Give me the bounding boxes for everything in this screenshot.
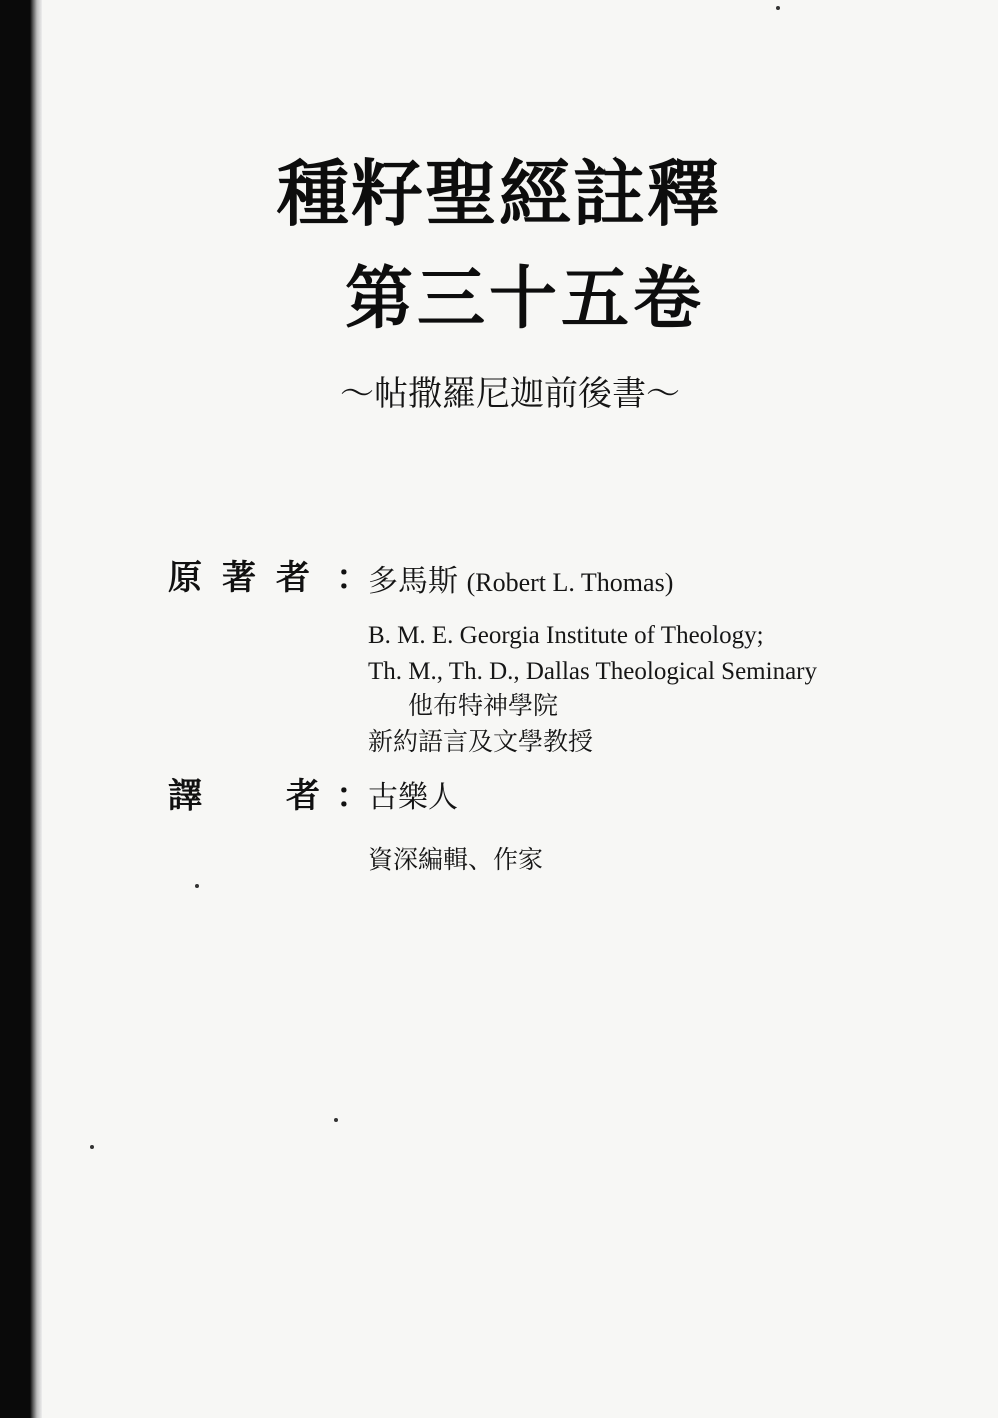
translator-colon: ： (336, 776, 370, 816)
author-name-chinese: 多馬斯 (368, 564, 458, 599)
volume-title: 第三十五卷 (344, 260, 705, 339)
translator-label-first: 譯 (168, 776, 202, 816)
scan-speck (90, 1145, 94, 1149)
book-subtitle: ～帖撒羅尼迦前後書～ (340, 374, 680, 414)
author-credential-line: 新約語言及文學教授 (368, 727, 594, 756)
scan-speck (195, 884, 199, 888)
scan-speck (776, 6, 780, 10)
translator-label (168, 774, 320, 818)
author-name (368, 562, 673, 603)
author-colon: ： (336, 558, 370, 598)
scan-speck (334, 1118, 338, 1122)
author-label: 原著者 (168, 558, 330, 598)
author-credential-line: Th. M., Th. D., Dallas Theological Seminary (368, 658, 817, 685)
book-series-title: 種籽聖經註釋 (276, 152, 721, 236)
translator-name: 古樂人 (368, 780, 458, 815)
translator-label-last: 者 (286, 776, 320, 816)
author-credential-line: 他布特神學院 (408, 691, 559, 720)
translator-description: 資深編輯、作家 (368, 845, 544, 874)
author-name-english: (Robert L. Thomas) (466, 568, 674, 597)
author-credential-line: B. M. E. Georgia Institute of Theology; (368, 622, 764, 649)
